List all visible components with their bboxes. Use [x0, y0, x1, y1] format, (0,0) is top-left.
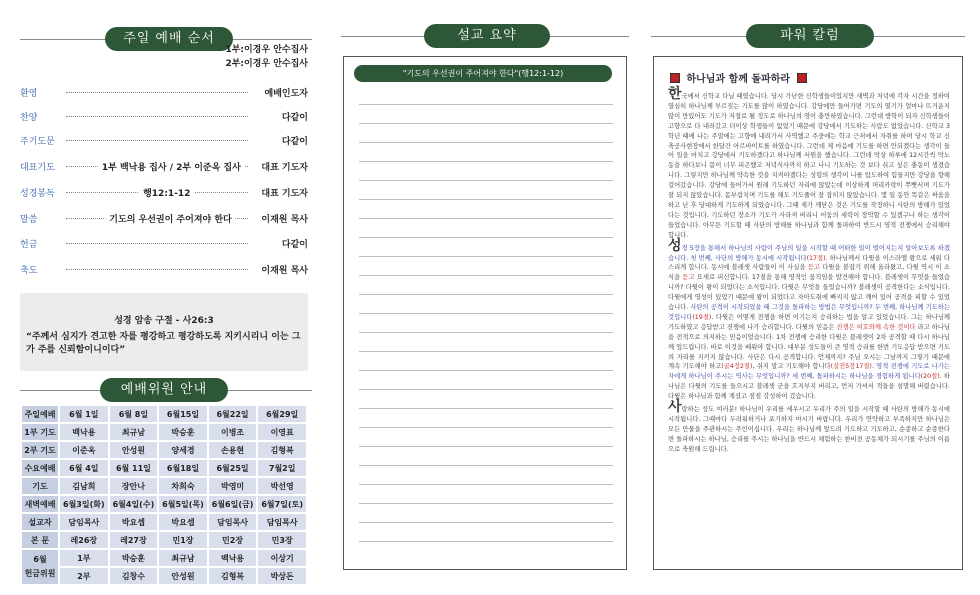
staff-cell: 6월7일(토)	[258, 496, 306, 512]
column-heading: 파워 칼럼	[746, 24, 874, 48]
sermon-title: "기도의 우선권이 주어져야 한다"(행12:1-12)	[354, 65, 612, 82]
staff-cell: 백낙용	[60, 424, 108, 440]
note-line	[359, 465, 613, 466]
note-line	[359, 446, 613, 447]
staff-table	[20, 404, 308, 586]
staff-cell: 최규남	[110, 424, 158, 440]
column-text: 국에서 신학교 다닐 때였습니다. 당시 가난한 신학생들이었지만 새벽과 저녁에 각자 시간을 정하여 열심히 하나님께 부르짖는 기도를 많이 하였습니다. 강당에만 들어가면 기도의 열기가 얼마나 뜨거운지 많이 만있어도 기도가 저절로 될 정도로 하나님의 영이 충만하였습니다. 그런데 방학이 되자 신학생들이 고향으로 다 내려갔고 더이상 학생들이 없었기 때문에 강당에서 기도하는 사람도 없었습니다. 신학교 3학년 때에 나는 주말에는 고향에 내려가서 사역했고 주중에는 학교 근처에서 자취를 하며 당시 학교 신축공사현장에서 한달간 아르바이트를 하였습니다. 그런데 제 마음에 기도를 하면 안되겠다는 생각이 들어 일을 마치고 강당에서 기도하겠다고 하나님께 서원을 했습니다. 그런데 막상 하루에 12시간씩 막노동을 하다보니 몸이 너무 피곤했고 저녁식사까지 하고 나니 기도하는 것 보다 쉬고 싶은 충동이 생겼습니다. 그렇지만 하나님께 약속한 것을 지켜야겠다는 성령의 생각이 나를 압도하여 힘들지만 강당을 향해 걸어갔습니다. 강당에 들어가서 원래 기도하던 자리에 앉았는데 이상하게 머리카락이 쭈뼛서며 기도가 잘 되지 않았습니다. 몸부림치며 기도를 해도 기도줄이 잘 잡히지 않았습니다. 몇 일 동안 똑같은 싸움을 하고 난 후 당대하게 기도하게 되었습니다. 그때 제가 깨닫은 것은 기도를 작정하니 사탄의 방해가 있었다는 것입니다. 기도하던 장소가 기도가 사라져 버리니 어둠의 세력이 장악할 수 있겠구나 하는 생각이 들었습니다. 아무튼 기도할 때 사단의 방해를 하나님과 함께 돌파하여 반드시 영적 전쟁에서 승리해야 합니다.	[668, 93, 950, 239]
note-line	[359, 541, 613, 542]
note-line	[359, 351, 613, 352]
note-line	[359, 237, 613, 238]
note-line	[359, 218, 613, 219]
column-paragraph	[668, 399, 950, 455]
leader-dots	[66, 116, 248, 117]
column-paragraph	[668, 86, 950, 241]
column-title-text: 하나님과 함께 돌파하라	[686, 74, 791, 85]
note-line	[359, 313, 613, 314]
service-officers	[225, 43, 308, 71]
column-text: . 하나님께서 다윗을 이스라엘 왕으로 세워 다스리게 합니다. 동시에 블레셋 사람들이 이 사실을	[668, 254, 950, 272]
column-text: 다윗을 붙잡기 위해 올라왔고, 다윗 역시 이 소식을	[668, 264, 950, 282]
note-line	[359, 180, 613, 181]
staff-group-label: 6월 헌금위원	[22, 550, 58, 584]
staff-cell: 김남희	[60, 478, 108, 494]
order-detail: 행12:1-12	[139, 186, 194, 199]
staff-cell: 본 문	[22, 532, 58, 548]
staff-cell: 레27장	[110, 532, 158, 548]
staff-cell: 차희숙	[159, 478, 207, 494]
order-label: 대표기도	[20, 163, 55, 173]
leader-dots	[66, 92, 248, 93]
staff-cell: 새벽예배	[22, 496, 58, 512]
note-line	[359, 161, 613, 162]
staff-cell: 김창수	[110, 568, 158, 584]
staff-row	[22, 442, 306, 458]
note-line	[359, 408, 613, 409]
sermon-heading: 설교 요약	[424, 24, 550, 48]
staff-cell: 1부 기도	[22, 424, 58, 440]
staff-cell: 6월18일	[159, 460, 207, 476]
staff-row	[22, 496, 306, 512]
staff-row	[22, 550, 306, 566]
staff-cell: 박승훈	[110, 550, 158, 566]
order-leader: 다같이	[281, 137, 308, 147]
order-label: 찬양	[20, 113, 38, 123]
column-body	[668, 86, 951, 455]
sermon-notes-box	[343, 56, 627, 570]
drop-cap: 성	[668, 237, 682, 254]
staff-cell: 1부	[60, 550, 108, 566]
order-leader: 다같이	[281, 113, 308, 123]
staff-cell: 담임목사	[60, 514, 108, 530]
drop-cap: 한	[668, 86, 682, 102]
staff-cell: 민2장	[209, 532, 257, 548]
staff-cell: 6월4일(수)	[110, 496, 158, 512]
column-text: 랑하는 성도 여러분! 하나님이 우리를 세우시고 우리가 주의 일을 시작할 때 사탄의 방해가 동시에 시작됩니다. 그때마다 두려워하거나 포기하지 마시기 바랍니다. 우리가 연약하고 부족하지만 하나님은 모든 만물을 주관하시는 주인이십니다. 우리는 하나님께 엎드려 기도하고 기도하고, 순종하고 순종한다면 돌파하시는 하나님, 승리를 주시는 하나님을 반드시 체험하는 한비전 공동체가 되시기를 주님의 이름으로 축원해 드립니다.	[668, 406, 950, 453]
leader-dots	[66, 140, 248, 141]
leader-dots	[66, 243, 248, 244]
column-text: . 영적 전쟁에 기도로 나가는 자에게 하나님이 주시는 역사는 무엇입니까? 세 번째, 돌파하시는 하나님을 경험하게 됩니다	[668, 363, 951, 381]
note-line	[359, 294, 613, 295]
staff-cell: 박선영	[258, 478, 306, 494]
staff-cell: 이준옥	[60, 442, 108, 458]
note-line	[359, 199, 613, 200]
column-title	[670, 70, 807, 85]
staff-cell: 6월25일	[209, 460, 257, 476]
officer-line-2: 2부:이경우 안수집사	[225, 59, 308, 69]
order-row	[20, 110, 308, 124]
worship-order-heading: 주일 예배 순서	[105, 27, 233, 51]
column-text: , 쉬지 말고 기도해야 합니다	[752, 363, 831, 371]
staff-cell: 6월15일	[159, 406, 207, 422]
staff-row	[22, 424, 306, 440]
staff-row	[22, 460, 306, 476]
staff-cell: 이영표	[258, 424, 306, 440]
column-text: . 하나님은 다윗의 기도를 들으시고 블레셋 군을 흐지부지 버리고, 먼저 가셔서 적들을 섬멸해 버렸습니다. 다윗은 하나님과 함께 계셨고 점점 강성하여 갔습니다.	[668, 373, 950, 401]
staff-cell: 담임목사	[209, 514, 257, 530]
drop-cap: 사	[668, 399, 682, 416]
staff-row	[22, 406, 306, 422]
staff-cell: 6월29일	[258, 406, 306, 422]
order-row	[20, 263, 308, 277]
staff-cell: 박요셉	[159, 514, 207, 530]
staff-cell: 주일예배	[22, 406, 58, 422]
bullet-square-icon	[670, 73, 680, 83]
column-text: 경 5장을 통해서 하나님의 사람이 주님의 일을 시작할 때 어떠한 일이 벌어지는지 알아보도록 하겠습니다. 첫 번째, 사단의 방해가 동시에 시작됩니다	[668, 244, 950, 262]
order-leader: 이재원 목사	[261, 266, 308, 276]
order-label: 헌금	[20, 240, 38, 250]
column-text: 전쟁은 여호와께 속한 것이다	[836, 323, 916, 331]
staff-cell: 손용현	[209, 442, 257, 458]
staff-row	[22, 478, 306, 494]
staff-cell: 6월22일	[209, 406, 257, 422]
staff-cell: 이병조	[209, 424, 257, 440]
staff-cell: 김형복	[258, 442, 306, 458]
staff-cell: 박영미	[209, 478, 257, 494]
note-line	[359, 370, 613, 371]
order-row	[20, 212, 308, 226]
officer-line-1: 1부:이경우 안수집사	[225, 45, 308, 55]
note-line	[359, 275, 613, 276]
order-detail: 1부 백낙용 집사 / 2부 이준옥 집사	[98, 160, 245, 173]
staff-cell: 안성원	[159, 568, 207, 584]
column-text: (살전5장17절)	[830, 363, 872, 371]
staff-row	[22, 568, 306, 584]
note-line	[359, 427, 613, 428]
staff-cell: 박승훈	[159, 424, 207, 440]
order-leader: 대표 기도자	[261, 163, 308, 173]
staff-cell: 안성원	[110, 442, 158, 458]
memory-verse-title: 성경 암송 구절 - 사26:3	[114, 316, 214, 326]
staff-cell: 2부 기도	[22, 442, 58, 458]
column-text: . 다윗은 어떻게 전쟁을 하면 이기는지 승리하는 법을 알고 있었습니다. 그는 하나님께 기도하였고 응답받고 전쟁에 나가 승리합니다. 다윗의 믿음은	[668, 313, 950, 331]
staff-heading: 예배위원 안내	[100, 378, 228, 402]
column-text: (17절)	[806, 254, 826, 262]
staff-cell: 최규남	[159, 550, 207, 566]
staff-cell: 수요예배	[22, 460, 58, 476]
column-text: 사탄의 공격이 시작되었을 때 그것을 돌파하는 방법은 무엇입니까? 두 번째, 하나님께 기도하는 것입니다	[668, 304, 950, 321]
staff-cell: 레26장	[60, 532, 108, 548]
staff-cell: 기도	[22, 478, 58, 494]
staff-row	[22, 514, 306, 530]
order-row	[20, 186, 308, 200]
note-line	[359, 484, 613, 485]
staff-cell: 설교자	[22, 514, 58, 530]
order-label: 축도	[20, 266, 38, 276]
column-text: (19절)	[692, 313, 712, 321]
order-row	[20, 160, 308, 174]
order-detail: 기도의 우선권이 주어져야 한다	[105, 212, 235, 225]
staff-cell: 백낙용	[209, 550, 257, 566]
column-text: 라고 하나님을 전적으로 의지하는 믿음이었습니다. 1차 전쟁에 승리한 다윗은 블레셋이 2차 공격할 때 다시 하나님께 엎드립니다. 바로 이것을 배워야 합니다. 대부분 성도들이 큰 영적 승리를 한번 기도응답 받으면 기도의 자리를 지키지 않습니다. 사단은 다시 공격합니다. 언제까지? 주님 오시는 그날까지 그렇기 때문에 계속 기도해야 하고	[668, 323, 950, 371]
column-text: 듣고	[807, 264, 821, 272]
power-column-box	[653, 56, 963, 570]
staff-cell: 민1장	[159, 532, 207, 548]
order-leader: 다같이	[281, 240, 308, 250]
note-line	[359, 503, 613, 504]
staff-cell: 6월3일(화)	[60, 496, 108, 512]
note-line	[359, 104, 613, 105]
staff-row	[22, 532, 306, 548]
column-text: (골4장2절)	[721, 363, 753, 371]
note-line	[359, 389, 613, 390]
note-line	[359, 256, 613, 257]
order-label: 주기도문	[20, 137, 55, 147]
staff-cell: 6월 8일	[110, 406, 158, 422]
memory-verse-box	[20, 293, 308, 371]
staff-cell: 민3장	[258, 532, 306, 548]
staff-cell: 6월 4일	[60, 460, 108, 476]
order-label: 말씀	[20, 215, 38, 225]
staff-cell: 김형복	[209, 568, 257, 584]
order-label: 성경봉독	[20, 189, 55, 199]
worship-order-column	[20, 0, 318, 595]
leader-dots	[66, 269, 248, 270]
staff-cell: 양세경	[159, 442, 207, 458]
memory-verse-text: “주께서 심지가 견고한 자를 평강하고 평강하도록 지키시리니 이는 그가 주를 신뢰함이니이다”	[26, 332, 301, 355]
staff-cell: 박상돈	[258, 568, 306, 584]
order-leader: 예배인도자	[264, 89, 308, 99]
column-text: 듣고	[682, 274, 695, 282]
order-leader: 대표 기도자	[261, 189, 308, 199]
note-line	[359, 123, 613, 124]
staff-cell: 이상기	[258, 550, 306, 566]
column-paragraph	[668, 237, 951, 403]
staff-cell: 6월 11일	[110, 460, 158, 476]
staff-cell: 박요셉	[110, 514, 158, 530]
staff-cell: 담임목사	[258, 514, 306, 530]
staff-cell: 6월6일(금)	[209, 496, 257, 512]
staff-cell: 2부	[60, 568, 108, 584]
note-line	[359, 332, 613, 333]
order-row	[20, 134, 308, 148]
bullet-square-icon	[797, 73, 807, 83]
note-line	[359, 142, 613, 143]
order-leader: 이재원 목사	[261, 215, 308, 225]
order-row	[20, 237, 308, 251]
note-line	[359, 522, 613, 523]
staff-cell: 6월 1일	[60, 406, 108, 422]
staff-cell: 7월2일	[258, 460, 306, 476]
column-text: 요새로 피신합니다. 17절을 통해 영적인 움직임을 발견해야 합니다. 블레셋이 무엇을 들었습니까? 다윗이 왕이 되었다는 소식입니다. 다윗은 무엇을 들었습니까? 블레셋이 공격한다는 소식입니다. 다윗에게 영성이 있었기 때문에 왕이 되었다고 자아도취에 빠지지 않고 깨어 있어 공격을 피할 수 있었습니다.	[668, 274, 950, 312]
staff-cell: 6월5일(목)	[159, 496, 207, 512]
staff-cell: 장안나	[110, 478, 158, 494]
column-text: (20절)	[920, 373, 940, 381]
order-label: 환영	[20, 89, 38, 99]
order-row	[20, 86, 308, 100]
